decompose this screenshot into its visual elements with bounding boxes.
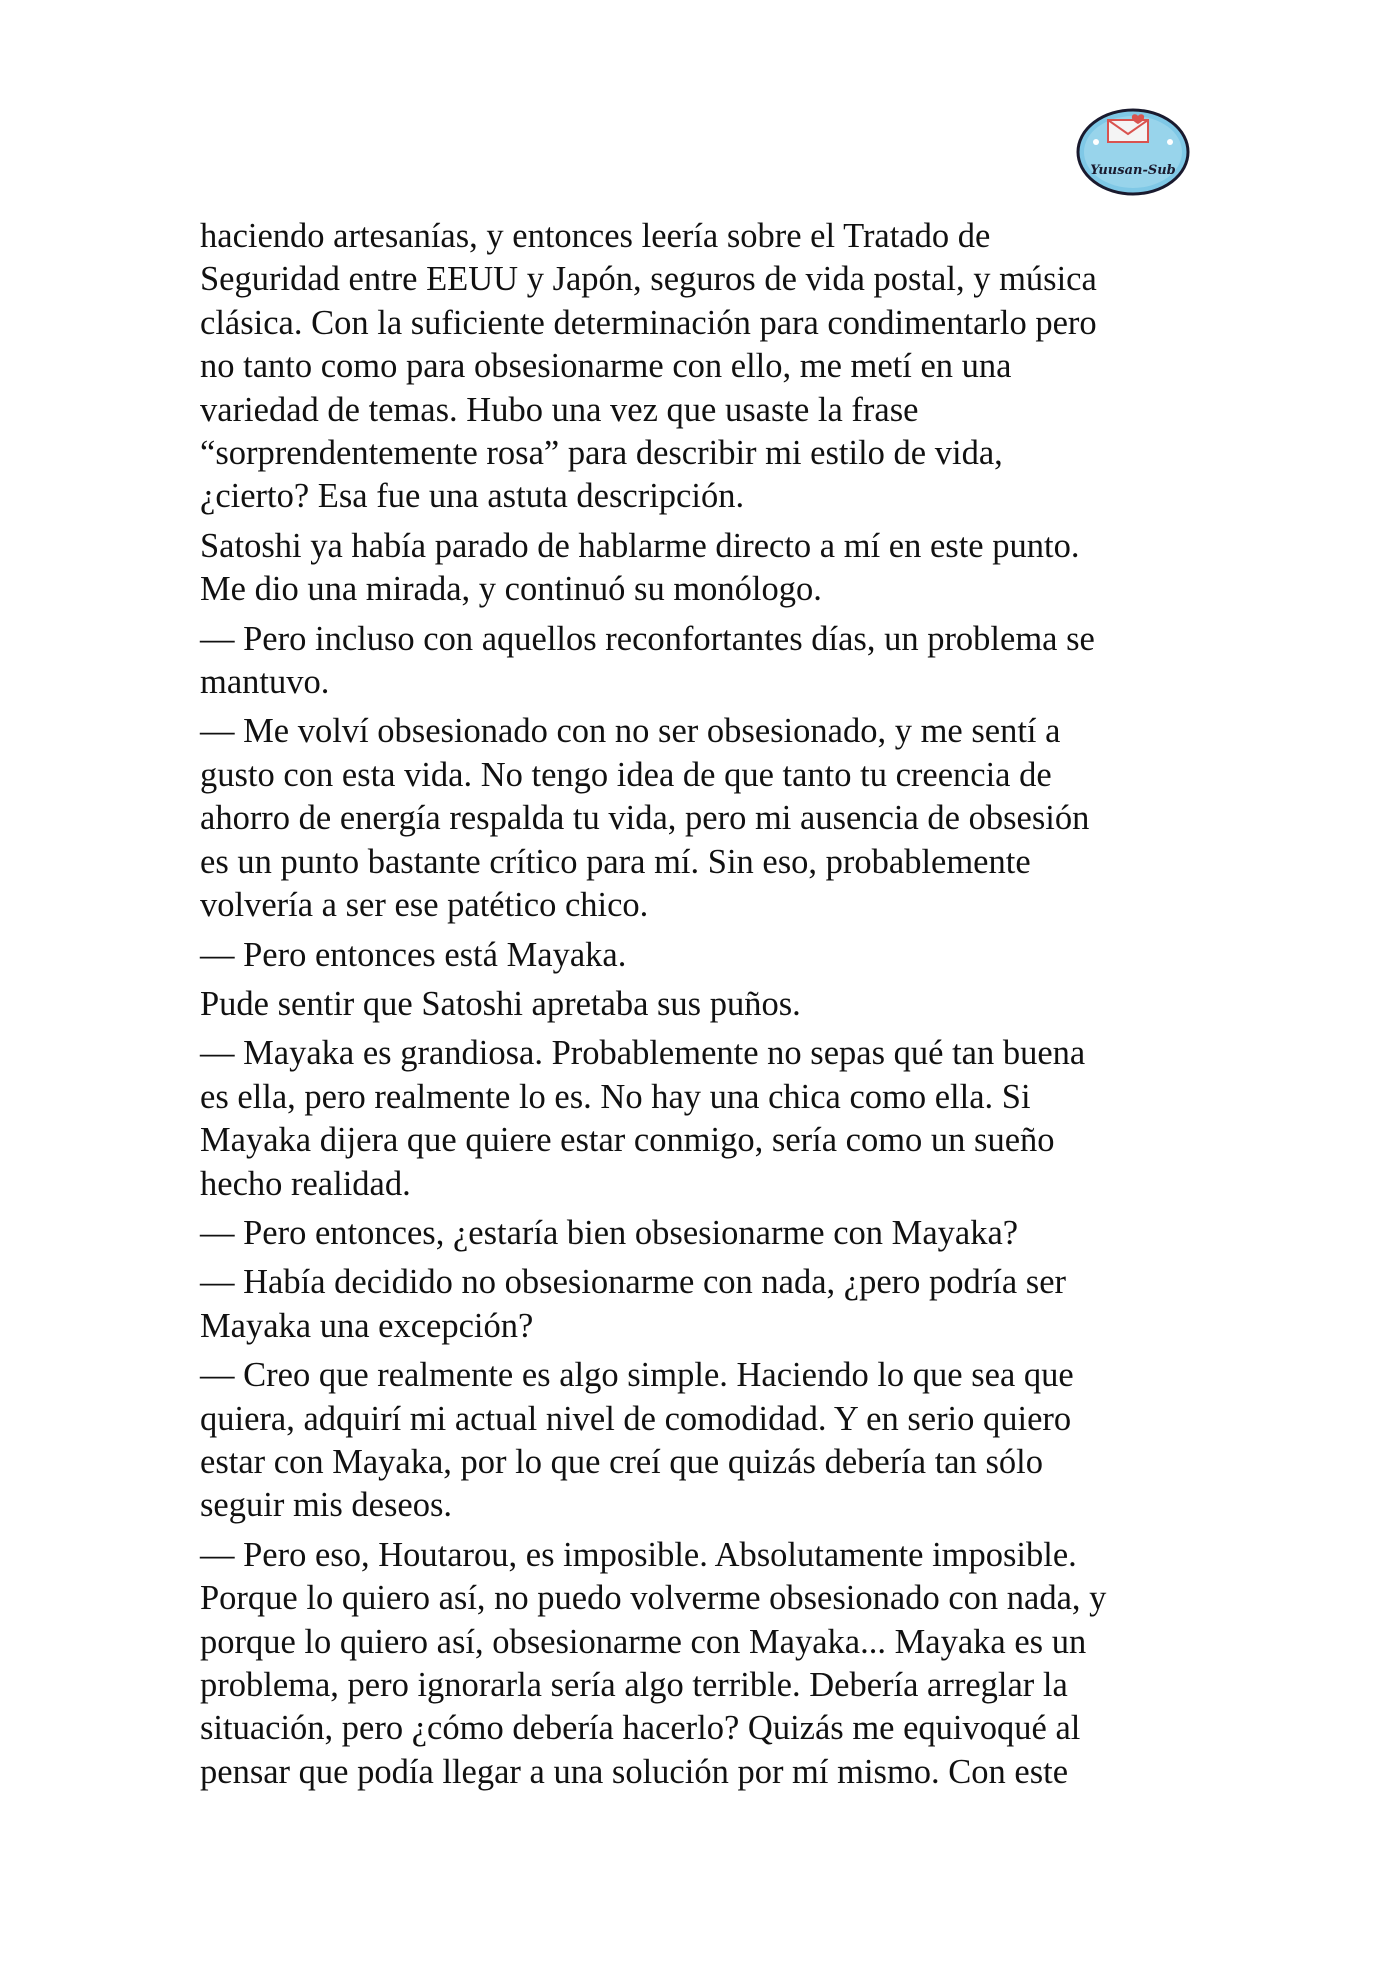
text-line: — Pero entonces, ¿estaría bien obsesionarme con Mayaka? — [200, 1213, 1019, 1252]
text-line: Porque lo quiero así, no puedo volverme obsesionado con nada, y — [200, 1579, 1107, 1618]
paragraph — [200, 934, 1200, 977]
text-line: — Pero eso, Houtarou, es imposible. Absolutamente imposible. — [200, 1535, 1077, 1574]
text-line: “sorprendentemente rosa” para describir mi estilo de vida, — [200, 434, 1003, 473]
paragraph — [200, 983, 1200, 1026]
text-line: haciendo artesanías, y entonces leería sobre el Tratado de — [200, 217, 991, 255]
text-line: volvería a ser ese patético chico. — [200, 886, 649, 925]
paragraph — [200, 1534, 1200, 1794]
text-line: porque lo quiero así, obsesionarme con Mayaka... Mayaka es un — [200, 1622, 1087, 1661]
text-line: problema, pero ignorarla sería algo terrible. Debería arreglar la — [200, 1666, 1068, 1704]
text-line: mantuvo. — [200, 663, 330, 702]
text-line: Seguridad entre EEUU y Japón, seguros de vida postal, y música — [200, 260, 1097, 299]
text-line: es un punto bastante crítico para mí. Sin eso, probablemente — [200, 842, 1031, 881]
text-line: hecho realidad. — [200, 1164, 411, 1203]
text-line: estar con Mayaka, por lo que creí que quizás debería tan sólo — [200, 1442, 1044, 1481]
text-line: ¿cierto? Esa fue una astuta descripción. — [200, 477, 745, 516]
paragraph — [200, 710, 1200, 927]
paragraph — [200, 618, 1200, 705]
text-line: Mayaka dijera que quiere estar conmigo, sería como un sueño — [200, 1121, 1055, 1160]
text-line: no tanto como para obsesionarme con ello, me metí en una — [200, 347, 1012, 386]
paragraph — [200, 1212, 1200, 1255]
paragraph — [200, 1354, 1200, 1528]
text-line: quiera, adquirí mi actual nivel de comodidad. Y en serio quiero — [200, 1399, 1072, 1438]
text-line: gusto con esta vida. No tengo idea de que tanto tu creencia de — [200, 755, 1052, 794]
text-line: variedad de temas. Hubo una vez que usaste la frase — [200, 390, 919, 429]
text-line: — Había decidido no obsesionarme con nada, ¿pero podría ser — [200, 1263, 1067, 1302]
document-body — [200, 215, 1200, 1800]
text-line: ahorro de energía respalda tu vida, pero mi ausencia de obsesión — [200, 799, 1090, 838]
logo-text: Yuusan-Sub — [1090, 163, 1176, 178]
text-line: — Pero incluso con aquellos reconfortantes días, un problema se — [200, 619, 1095, 658]
watermark-logo — [1074, 104, 1192, 196]
text-line: — Me volví obsesionado con no ser obsesionado, y me sentí a — [200, 712, 1061, 751]
paragraph — [200, 525, 1200, 612]
text-line: Pude sentir que Satoshi apretaba sus puños. — [200, 984, 801, 1023]
paragraph — [200, 215, 1200, 519]
text-line: — Mayaka es grandiosa. Probablemente no sepas qué tan buena — [200, 1034, 1086, 1073]
text-line: clásica. Con la suficiente determinación para condimentarlo pero — [200, 303, 1097, 342]
paragraph — [200, 1032, 1200, 1206]
paragraph — [200, 1261, 1200, 1348]
text-line: seguir mis deseos. — [200, 1486, 453, 1525]
text-line: Satoshi ya había parado de hablarme directo a mí en este punto. — [200, 526, 1080, 565]
text-line: — Creo que realmente es algo simple. Haciendo lo que sea que — [200, 1356, 1074, 1395]
text-line: Mayaka una excepción? — [200, 1306, 534, 1345]
text-line: situación, pero ¿cómo debería hacerlo? Quizás me equivoqué al — [200, 1709, 1081, 1748]
text-line: — Pero entonces está Mayaka. — [200, 935, 627, 974]
envelope-heart-icon — [1074, 104, 1192, 196]
text-line: Me dio una mirada, y continuó su monólogo. — [200, 570, 822, 609]
text-line: es ella, pero realmente lo es. No hay una chica como ella. Si — [200, 1077, 1031, 1116]
text-line: pensar que podía llegar a una solución por mí mismo. Con este — [200, 1752, 1069, 1791]
